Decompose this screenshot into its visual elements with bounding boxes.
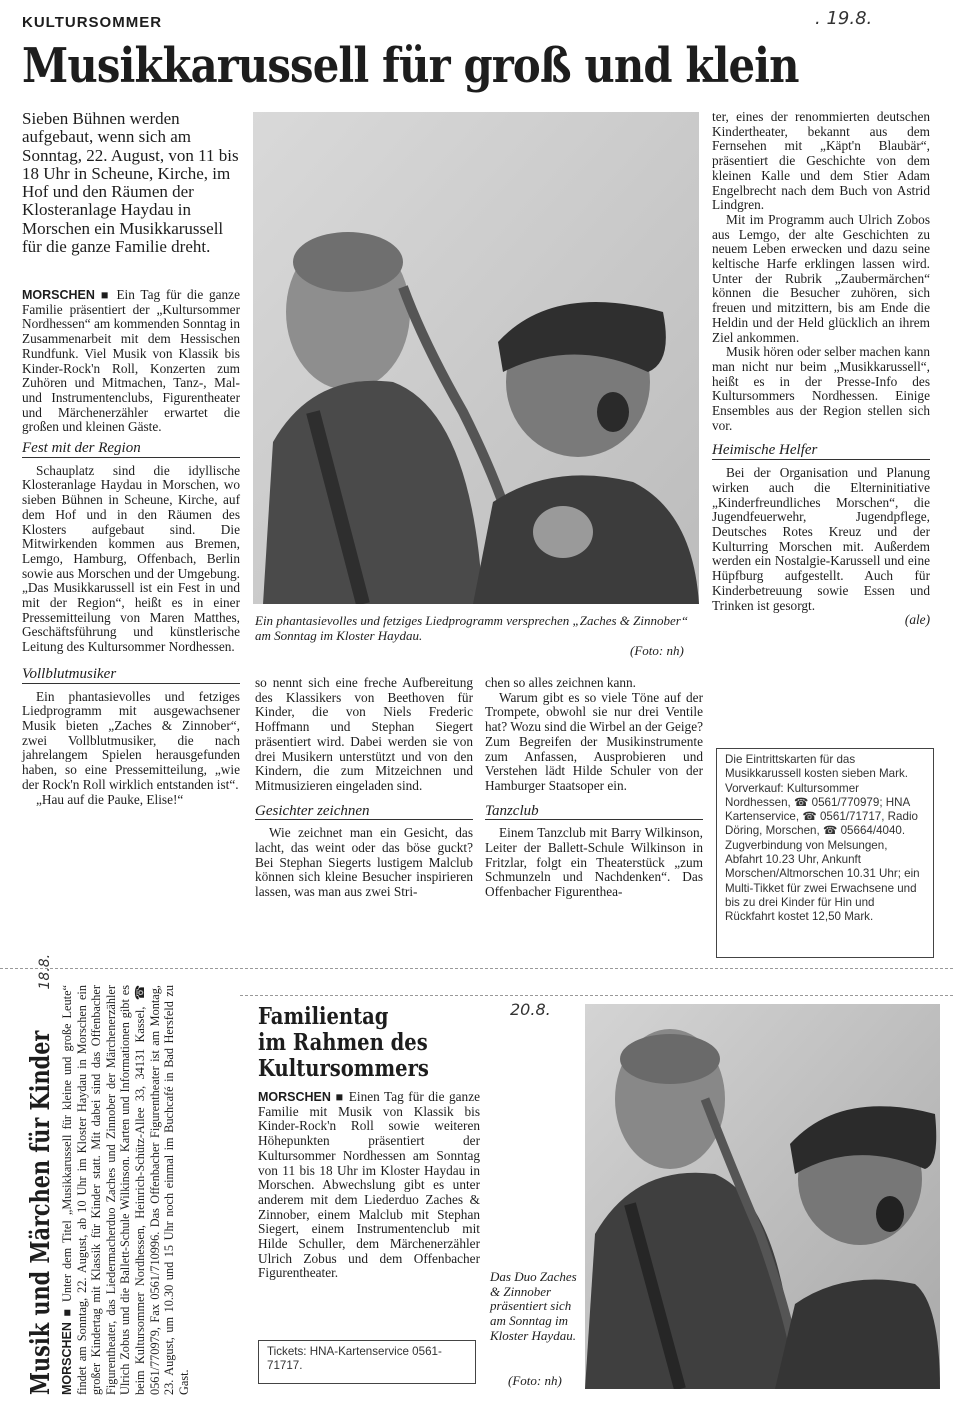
- dateline: MORSCHEN ■: [22, 288, 111, 302]
- familientag-caption: Das Duo Zaches & Zinnober präsentiert sich am Sonntag im Kloster Haydau.: [490, 1269, 577, 1343]
- clipping-musik-maerchen: [26, 953, 246, 1400]
- paragraph-vollblut: Ein phantasievolles und fetziges Liedprogramm mit ausgewachsener Musik bieten „Zaches & Zinnober“, zwei Vollblutmusiker, die nach jahrelangem Spielen herausgefunden haben, so eine Pressemitteilung, „wie der Rock'n Roll wirklich entstanden ist“.: [22, 688, 240, 792]
- paragraph-pauke: „Hau auf die Pauke, Elise!“: [36, 791, 184, 807]
- paragraph-musik-hoeren: Musik hören oder selber machen kann man nicht nur beim „Musikkarussell“, heißt es in der Presse-Info des Kultursommers Nordhessen. Einige Ensembles aus der Region stellen sich vor.: [712, 344, 930, 433]
- paragraph-gesichter: Wie zeichnet man ein Gesicht, das lacht, das weint oder das böse guckt? Bei Stephan Siegerts lustigem Malclub können sich kleine Besucher inspirieren lassen, was man aus zwei Stri-: [255, 825, 473, 900]
- paragraph-striche: chen so alles zeichnen kann.: [485, 675, 637, 690]
- familientag-dateline: MORSCHEN ■: [258, 1090, 345, 1104]
- paragraph-aufbereitung: so nennt sich eine freche Aufbereitung des Klassikers von Beethoven für Kinder, die von Niels Frederic Hoffmann und Stephan Siegert präsentiert wird. Dabei werden sie von drei Musikern unterstützt und von den Kindern, die zum Mitzeichnen und Mitmusizieren eingeladen sind.: [255, 675, 473, 793]
- paragraph-tanzclub: Einem Tanzclub mit Barry Wilkinson, Leiter der Ballett-Schule Wilkinson in Fritzlar, folgt ein Theaterstück „zum Schmunzeln und Nachdenken“. Das Offenbacher Figurenthea-: [485, 825, 703, 900]
- duo-photo-illustration: [585, 1004, 940, 1389]
- subheading-fest: Fest mit der Region: [22, 441, 240, 458]
- paragraph-zobos: Mit im Programm auch Ulrich Zobos aus Lemgo, der alte Geschichten zu neuem Leben erwecken und dazu seine keltische Harfe erklingen lassen wird. Unter der Rubrik „Zaubermärchen“ können die Besucher zuhören, sich freuen und mitzittern, bis am Ende die Heldin und der Held glücklich an ihrem Ziel ankommen.: [712, 211, 930, 345]
- kicker: KULTURSOMMER: [22, 14, 163, 31]
- familientag-handwritten-date: 20.8.: [510, 1000, 551, 1019]
- familientag-title-line-3: Kultursommers: [258, 1055, 429, 1082]
- clipping-divider: [0, 968, 953, 969]
- rotated-title-row: [26, 953, 56, 1395]
- familientag-body: MORSCHEN ■ Einen Tag für die ganze Familie mit Musik von Klassik bis Kinder-Rock'n Roll sowie weiteren Höhepunkten präsentiert der Kultursommer Nordhessen am Sonntag von 11 bis 18 Uhr im Kloster Haydau in Morschen. Abwechslung gibt es unter anderem mit dem Liederduo Zaches & Zinnober, einem Malclub mit Stephan Siegert, einem Instrumentenclub mit Hilde Schuller, dem Märchenerzähler Ulrich Zobus und dem Offenbacher Figurentheater.: [258, 1089, 480, 1281]
- author-sign: (ale): [904, 612, 930, 628]
- subheading-tanzclub: Tanzclub: [485, 804, 703, 821]
- paragraph-figurentheater: ter, eines der renommierten deutschen Kindertheater, bekannt aus dem Fernsehen mit „Käpt'n Blaubär“, präsentiert die Geschichte von dem kleinen Kalle und dem Stier Adam Engelbrecht nach dem Buch von Astrid Lindgren.: [712, 109, 930, 213]
- familientag-title-line-2: im Rahmen des: [258, 1029, 428, 1056]
- musicians-photo-illustration: [253, 112, 699, 604]
- rotated-dateline: MORSCHEN ■: [60, 1307, 74, 1395]
- rotated-article: [26, 953, 191, 1395]
- intro-paragraph: MORSCHEN ■ Ein Tag für die ganze Familie präsentiert der „Kultursommer Nordhessen“ am kommenden Sonntag in Zusammenarbeit mit dem Hessischen Rundfunk. Viel Musik von Klassik bis Kinder-Rock'n Roll, Konzerten zum Zuhören und Mitmachen, Tanz-, Mal- und Instrumentenclubs, Figurentheater und Märchenerzähler erwartet die großen und kleinen Gäste.: [22, 287, 240, 435]
- paragraph-region: Schauplatz sind die idyllische Klosteranlage Haydau in Morschen, wo sieben Bühnen in Scheune, Kirche, auf dem Hof und in den Räumen des Klosters aufgebaut sind. Die Mitwirkenden kommen aus Bremen, Lemgo, Hamburg, Offenbach, Berlin sowie aus Morschen und der Umgebung. „Das Musikkarussell ist ein Fest in und mit der Region“, heißt es in einer Pressemitteilung von Maren Matthes, Geschäftsführung und künstlerische Leitung des Kultursommer Nordhessen.: [22, 462, 240, 655]
- lead-paragraph: Sieben Bühnen werden aufgebaut, wenn sich am Sonntag, 22. August, von 11 bis 18 Uhr in Scheune, Kirche, im Hof und den Räumen der Klosteranlage Haydau in Morschen ein Musikkarussell für die ganze Familie dreht.: [22, 109, 239, 257]
- subheading-gesichter: Gesichter zeichnen: [255, 804, 473, 821]
- subheading-helfer: Heimische Helfer: [712, 443, 930, 460]
- rotated-title: Musik und Märchen für Kinder: [26, 1030, 56, 1395]
- column-1: [22, 288, 240, 807]
- headline: Musikkarussell für groß und klein: [22, 38, 799, 94]
- subheading-vollblut: Vollblutmusiker: [22, 667, 240, 684]
- photo-credit: (Foto: nh): [630, 643, 684, 658]
- paragraph-helfer: Bei der Organisation und Planung wirken auch die Elterninitiative „Kinderfreundliches Morschen“, die Jugendfeuerwehr, Jugendpflege, Deutsches Rotes Kreuz und der Kulturring Morschen mit. Außerdem werden ein Nostalgie-Karussell und eine Hüpfburg aufgestellt. Auch für Kinderbetreuung sowie Essen und Trinken ist gesorgt.: [712, 465, 930, 613]
- photo-caption: Ein phantasievolles und fetziges Liedprogramm versprechen „Zaches & Zinnober“ am Sonntag im Kloster Haydau.: [255, 613, 689, 643]
- rotated-body: MORSCHEN ■ Unter dem Titel „Musikkarussell für kleine und große Leute“ findet am Sonntag, 22. August, ab 10 Uhr im Kloster Haydau in Morschen ein großer Kindertag mit Klassik für Kinder statt. Mit dabei sind das Offenbacher Figurentheater, das Liedermacherduo Zaches und Zinnober der Märchenerzähler Ulrich Zobus und die Ballett-Schule Wilkinson. Karten und Informationen gibt es beim Kultursommer Nordhessen, Heinrich-Schütz-Allee 33, 34131 Kassel, ☎ 0561/770979, Fax 0561/710996. Das Offenbacher Figurentheater ist am Montag, 23. August, um 10.30 und 15 Uhr noch einmal im Buchcafé in Bad Hersfeld zu Gast.: [60, 985, 191, 1395]
- familientag-tickets-box: Tickets: HNA-Kartenservice 0561-71717.: [258, 1340, 476, 1384]
- clipping-divider-2: [240, 995, 953, 996]
- familientag-photo: [585, 1004, 940, 1389]
- column-3: [485, 676, 703, 900]
- handwritten-date: . 19.8.: [815, 8, 873, 29]
- ticket-info-box: Die Eintrittskarten für das Musikkarussell kosten sieben Mark. Vorverkauf: Kultursommer Nordhessen, ☎ 0561/770979; HNA Kartenservice, ☎ 0561/71717, Radio Döring, Morschen, ☎ 05664/4040. Zugverbindung von Melsungen, Abfahrt 10.23 Uhr, Ankunft Morschen/Altmorschen 10.31 Uhr; ein Multi-Tikket für zwei Erwachsene und bis zu drei Kinder für Hin und Rückfahrt kostet 12,50 Mark.: [716, 748, 934, 958]
- main-photo: [253, 112, 699, 604]
- column-2: [255, 676, 473, 900]
- rotated-handwritten-date: 18.8.: [37, 953, 53, 990]
- familientag-title-line-1: Familientag: [258, 1003, 389, 1030]
- paragraph-instrumente: Warum gibt es so viele Töne auf der Trompete, obwohl sie nur drei Ventile hat? Wozu sind die Wirbel an der Geige? Zum Begreifen der Musikinstrumente zum Anfassen, Ausprobieren und Verstehen lädt Hilde Schuler von der Hamburger Staatsoper ein.: [485, 689, 703, 793]
- familientag-photo-credit: (Foto: nh): [508, 1373, 562, 1388]
- column-4: [712, 110, 930, 628]
